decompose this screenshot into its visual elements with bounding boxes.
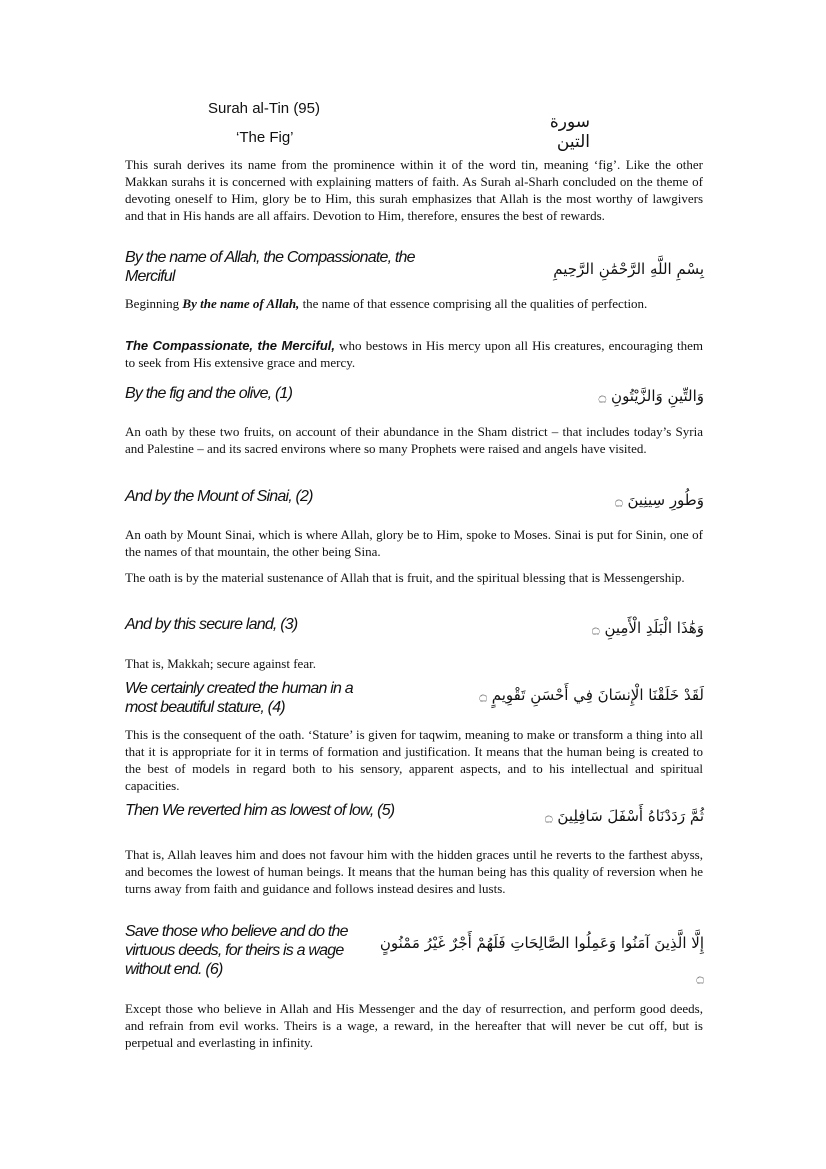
verse-5-comment: That is, Allah leaves him and does not favour him with the hidden graces until he reverts to the farthest abyss, and becomes the lowest of human beings. It means that the human being has this quality of reversion when he turns away from faith and guidance and follows instead desires and lusts. bbox=[125, 847, 703, 896]
verse-3-english: And by this secure land, (3) bbox=[125, 616, 298, 633]
verse-2-arabic bbox=[615, 489, 704, 513]
verse-2-english: And by the Mount of Sinai, (2) bbox=[125, 488, 313, 505]
verse-text: وَطُورِ سِينِينَ bbox=[627, 491, 704, 509]
verse-5-arabic bbox=[545, 805, 704, 829]
verse-4-comment: This is the consequent of the oath. ‘Stature’ is given for taqwim, meaning to make or transform a thing into all that it is appropriate for it in terms of formation and justification. It means that the human being is created to the best of models in regard both to his sensory, apparent aspects, and to his intellectual and spiritual capacities. bbox=[125, 727, 703, 793]
comment-lead: Beginning bbox=[125, 296, 180, 311]
bismillah-arabic: بِسْمِ اللَّهِ الرَّحْمَٰنِ الرَّحِيمِ bbox=[553, 260, 704, 278]
verse-6-arabic bbox=[374, 926, 704, 996]
comment-bold: The Compassionate, the Merciful, bbox=[125, 338, 335, 353]
verse-text: وَهَٰذَا الْبَلَدِ الْأَمِينِ bbox=[604, 619, 704, 637]
verse-6-comment: Except those who believe in Allah and His Messenger and the day of resurrection, and perform good deeds, and refrain from evil works. Theirs is a wage, a reward, in the hereafter that will never be cut off, but is perpetual and everlasting in infinity. bbox=[125, 1001, 703, 1050]
verse-end-mark-icon: ۝ bbox=[479, 689, 487, 704]
bismillah-comment-1 bbox=[125, 295, 703, 312]
bismillah-english: By the name of Allah, the Compassionate, the Merciful bbox=[125, 249, 415, 285]
intro-paragraph: This surah derives its name from the prominence within it of the word tin, meaning ‘fig’. Like the other Makkan surahs it is concerned with explaining matters of faith. As Surah al-Sharh concluded on the theme of devoting oneself to Him, glory be to Him, this surah emphasizes that Allah is the most worthy of lawgivers and that in His hands are all affairs. Devotion to Him, therefore, ensures the best of rewards. bbox=[125, 157, 703, 223]
arabic-surah-title: سورة التين bbox=[549, 112, 590, 152]
verse-end-mark-icon: ۝ bbox=[592, 622, 600, 637]
verse-1-english: By the fig and the olive, (1) bbox=[125, 385, 293, 402]
verse-4-english: We certainly created the human in a most beautiful stature, (4) bbox=[125, 680, 353, 716]
verse-4-arabic bbox=[479, 684, 704, 708]
surah-title: Surah al-Tin (95) bbox=[208, 100, 320, 117]
verse-end-mark-icon: ۝ bbox=[696, 971, 704, 986]
verse-text: لَقَدْ خَلَقْنَا الْإِنسَانَ فِي أَحْسَنِ تَقْوِيمٍ bbox=[491, 686, 704, 704]
verse-text: ثُمَّ رَدَدْنَاهُ أَسْفَلَ سَافِلِينَ bbox=[557, 807, 704, 825]
comment-bold: By the name of Allah, bbox=[182, 296, 300, 311]
verse-1-comment: An oath by these two fruits, on account of their abundance in the Sham district – that includes today’s Syria and Palestine – and its sacred environs where so many Prophets were raised and angels have visited. bbox=[125, 424, 703, 456]
verse-end-mark-icon: ۝ bbox=[598, 390, 607, 405]
verse-3-comment: That is, Makkah; secure against fear. bbox=[125, 656, 316, 671]
verse-end-mark-icon: ۝ bbox=[615, 494, 623, 509]
comment-rest: the name of that essence comprising all the qualities of perfection. bbox=[302, 296, 648, 311]
verse-1-arabic bbox=[599, 385, 704, 409]
verse-3-arabic bbox=[592, 617, 704, 641]
verse-text: وَالتِّينِ وَالزَّيْتُونِ bbox=[611, 387, 704, 405]
verse-5-english: Then We reverted him as lowest of low, (5) bbox=[125, 802, 395, 819]
verse-text: إِلَّا الَّذِينَ آمَنُوا وَعَمِلُوا الصَّالِحَاتِ فَلَهُمْ أَجْرٌ غَيْرُ مَمْنُونٍ bbox=[379, 934, 704, 952]
verse-2-comment-1: An oath by Mount Sinai, which is where Allah, glory be to Him, spoke to Moses. Sinai is put for Sinin, one of the names of that mountain, the other being Sina. bbox=[125, 527, 703, 559]
bismillah-comment-2 bbox=[125, 337, 703, 371]
comment-rest: who bestows in His mercy upon all His creatures, encouraging them to seek from His extensive grace and mercy. bbox=[125, 338, 703, 370]
verse-end-mark-icon: ۝ bbox=[545, 810, 553, 825]
surah-subtitle: ‘The Fig’ bbox=[236, 129, 294, 146]
verse-2-comment-2: The oath is by the material sustenance of Allah that is fruit, and the spiritual blessing that is Messengership. bbox=[125, 570, 685, 585]
verse-6-english: Save those who believe and do the virtuous deeds, for theirs is a wage without end. (6) bbox=[125, 923, 348, 978]
